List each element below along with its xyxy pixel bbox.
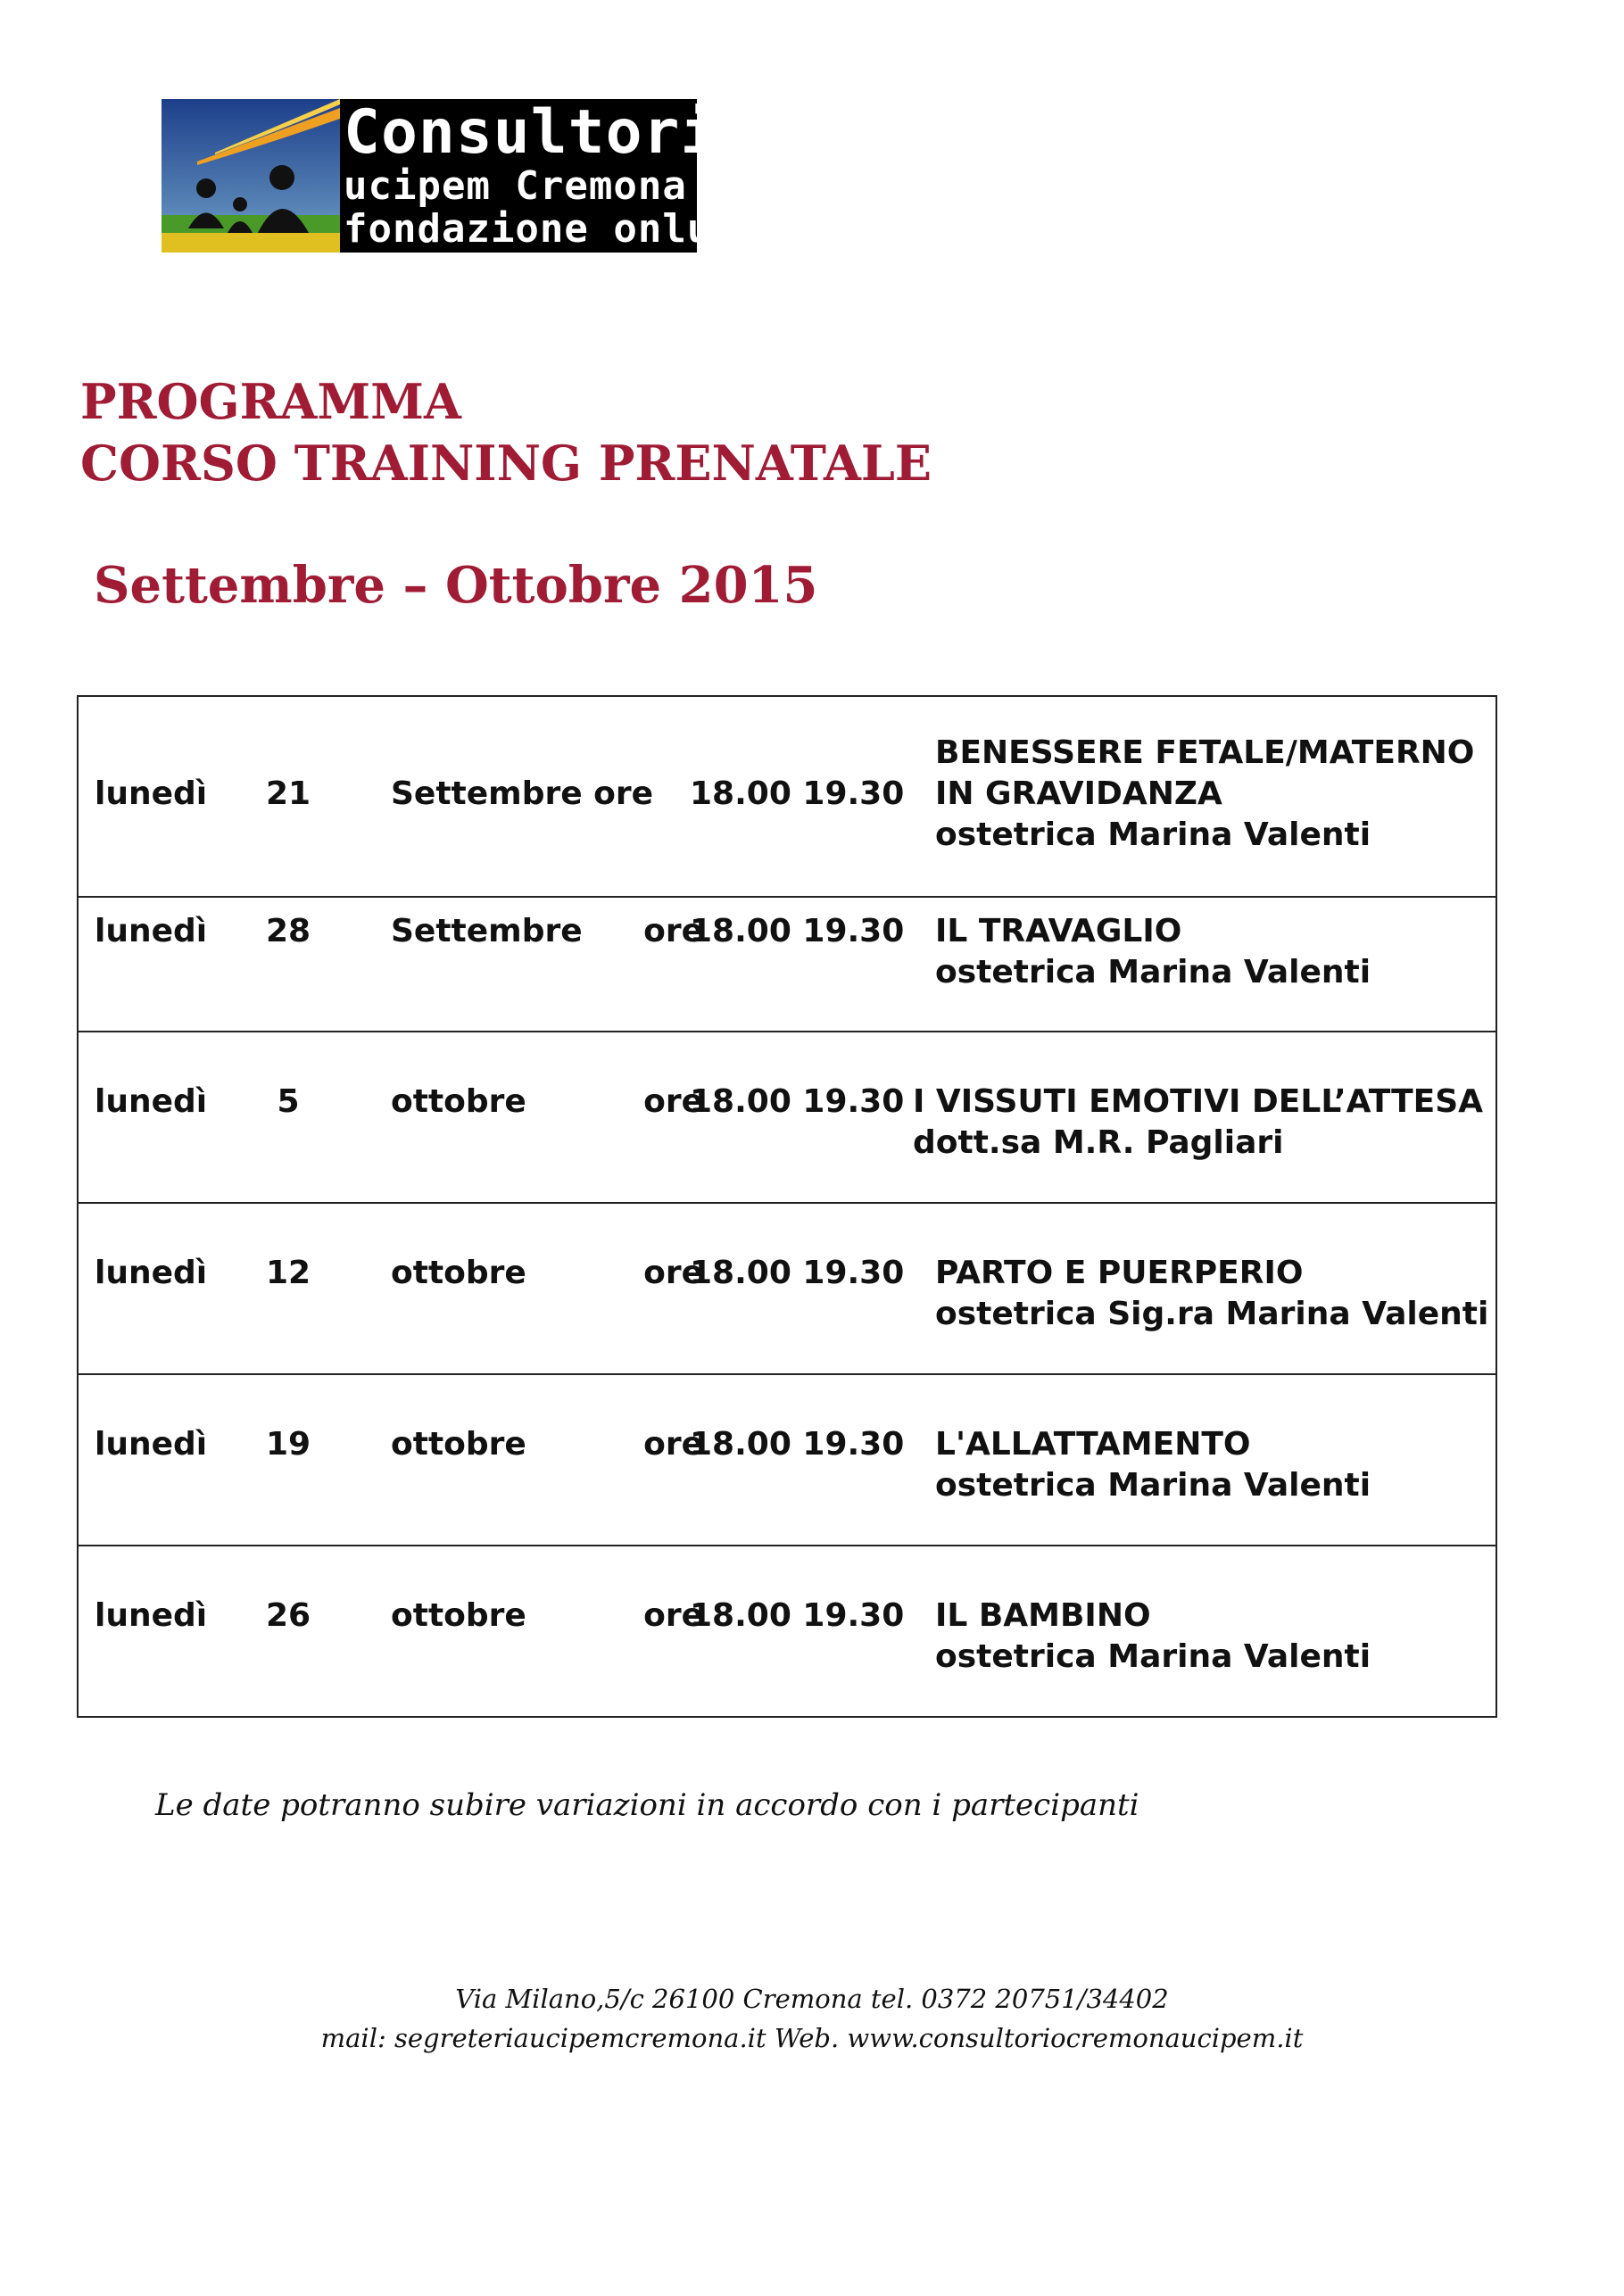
day-cell: lunedì: [95, 775, 208, 812]
logo-line-3: fondazione onlus: [344, 206, 736, 252]
date-cell: 5: [277, 1083, 300, 1120]
ore-cell: ore: [643, 1426, 703, 1463]
ore-cell: ore: [643, 1597, 703, 1634]
month-cell: ottobre: [391, 1083, 526, 1120]
time-cell: 18.00 19.30: [690, 1255, 905, 1291]
topic-line: IL TRAVAGLIO: [935, 913, 1182, 949]
month-cell: Settembre ore: [391, 775, 654, 812]
day-cell: lunedì: [95, 913, 208, 949]
time-cell: 18.00 19.30: [690, 913, 905, 949]
month-cell: ottobre: [391, 1597, 526, 1634]
topic-line: IL BAMBINO: [935, 1597, 1151, 1634]
topic-cell: [935, 911, 1371, 993]
time-cell: 18.00 19.30: [690, 1083, 905, 1120]
day-cell: lunedì: [95, 1597, 208, 1634]
topic-line: ostetrica Marina Valenti: [935, 816, 1371, 853]
footer-contacts: mail: segreteriaucipemcremona.it Web. www.consultoriocremonaucipem.it: [320, 2023, 1304, 2053]
day-cell: lunedì: [95, 1083, 208, 1120]
title-line-1: PROGRAMMA: [80, 373, 461, 430]
logo-line-1: Consultorio: [344, 97, 756, 168]
month-cell: Settembre: [391, 913, 583, 949]
table-row: [79, 1375, 1496, 1546]
date-cell: 26: [265, 1597, 311, 1634]
logo-text: [340, 99, 755, 253]
title-line-2: CORSO TRAINING PRENATALE: [80, 435, 932, 492]
time-cell: 18.00 19.30: [690, 1597, 905, 1634]
topic-line: L'ALLATTAMENTO: [935, 1426, 1251, 1463]
date-cell: 12: [265, 1255, 311, 1291]
topic-cell: [935, 1596, 1371, 1678]
table-row: [79, 1032, 1496, 1204]
logo: [162, 97, 756, 253]
topic-line: ostetrica Marina Valenti: [935, 1638, 1371, 1675]
topic-line: ostetrica Marina Valenti: [935, 954, 1371, 991]
ore-cell: ore: [643, 1083, 703, 1120]
title-period: Settembre – Ottobre 2015: [94, 556, 818, 615]
date-cell: 19: [265, 1426, 311, 1463]
day-cell: lunedì: [95, 1426, 208, 1463]
topic-cell: [935, 733, 1474, 856]
month-cell: ottobre: [391, 1255, 526, 1291]
topic-line: BENESSERE FETALE/MATERNO: [935, 734, 1475, 771]
time-cell: 18.00 19.30: [690, 775, 905, 812]
topic-line: IN GRAVIDANZA: [935, 775, 1222, 812]
topic-cell: [935, 1424, 1371, 1506]
footer: [0, 1979, 1624, 2058]
topic-line: PARTO E PUERPERIO: [935, 1255, 1304, 1291]
date-cell: 28: [265, 913, 311, 949]
topic-line: dott.sa M.R. Pagliari: [913, 1124, 1284, 1161]
time-cell: 18.00 19.30: [690, 1426, 905, 1463]
day-cell: lunedì: [95, 1255, 208, 1291]
ore-cell: ore: [643, 913, 703, 949]
footer-address: Via Milano,5/c 26100 Cremona tel. 0372 20751/34402: [455, 1984, 1169, 2014]
month-cell: ottobre: [391, 1426, 526, 1463]
topic-cell: [935, 1253, 1488, 1335]
topic-line: I VISSUTI EMOTIVI DELL’ATTESA: [913, 1083, 1484, 1120]
schedule-table: [77, 695, 1497, 1718]
ore-cell: ore: [643, 1255, 703, 1291]
topic-cell: [913, 1082, 1483, 1164]
topic-line: ostetrica Sig.ra Marina Valenti: [935, 1296, 1489, 1332]
date-cell: 21: [265, 775, 311, 812]
table-row: [79, 898, 1496, 1032]
table-row: [79, 1204, 1496, 1375]
topic-line: ostetrica Marina Valenti: [935, 1467, 1371, 1504]
dates-note: Le date potranno subire variazioni in accordo con i partecipanti: [155, 1787, 1139, 1823]
family-silhouette-icon: [162, 99, 340, 253]
logo-line-2: ucipem Cremona: [344, 163, 687, 209]
table-row: [79, 1546, 1496, 1716]
table-row: [79, 697, 1496, 898]
